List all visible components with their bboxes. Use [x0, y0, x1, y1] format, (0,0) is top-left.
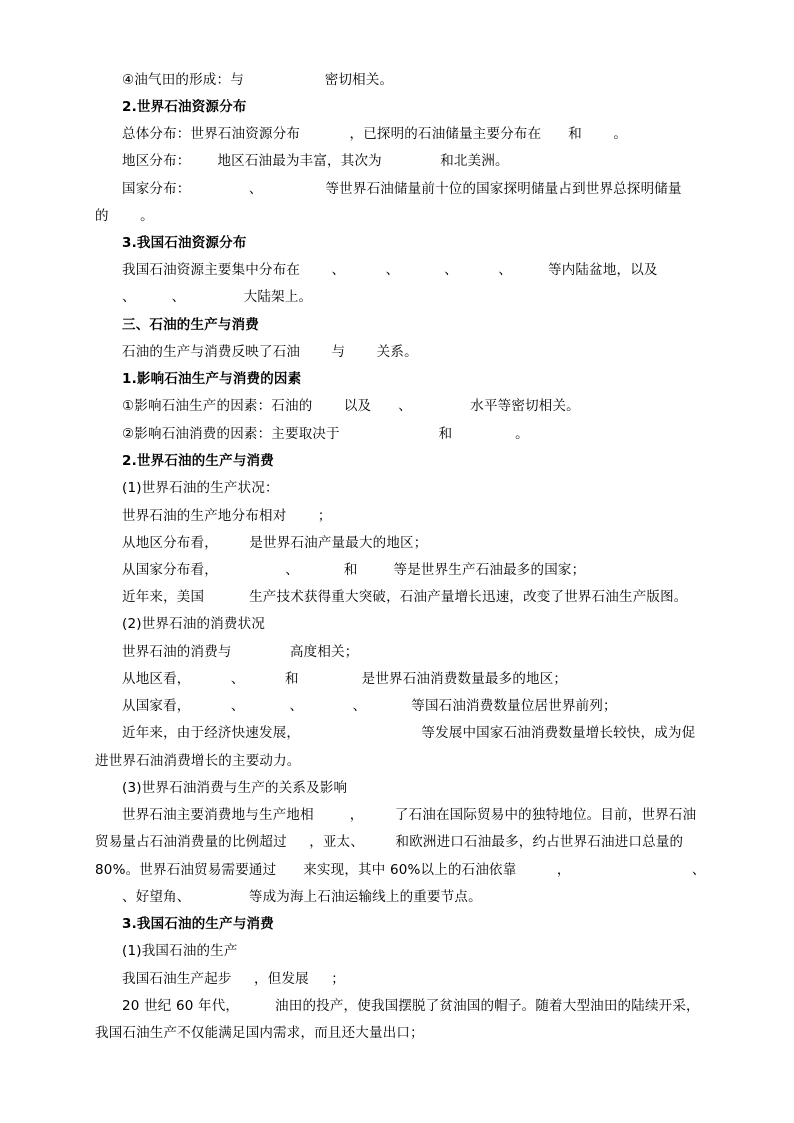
text-line: (2)世界石油的消费状况: [122, 616, 266, 632]
text-line: 总体分布：世界石油资源分布 ，已探明的石油储量主要分布在 和 。: [122, 126, 628, 142]
text-line: 从国家看， 、 、 、 等国石油消费数量位居世界前列；: [122, 698, 617, 714]
text-line: 进世界石油消费增长的主要动力。: [95, 753, 301, 769]
section-heading: 2.世界石油资源分布: [122, 99, 247, 115]
text-line: (1)我国石油的生产: [122, 943, 238, 959]
text-line: 、 、 大陆架上。: [122, 289, 313, 305]
text-line: ①影响石油生产的因素：石油的 以及 、 水平等密切相关。: [122, 398, 580, 414]
section-heading: 1.影响石油生产与消费的因素: [122, 371, 302, 387]
text-line: 我国石油生产不仅能满足国内需求，而且还大量出口；: [95, 1025, 424, 1041]
text-line: 的 。: [95, 208, 154, 224]
text-line: 从地区分布看， 是世界石油产量最大的地区；: [122, 535, 428, 551]
text-line: 贸易量占石油消费量的比例超过 ，亚太、 和欧洲进口石油最多，约占世界石油进口总量的: [95, 834, 684, 850]
text-line: 石油的生产与消费反映了石油 与 关系。: [122, 344, 418, 360]
text-line: 、好望角、 等成为海上石油运输线上的重要节点。: [122, 889, 482, 905]
section-heading: 3.我国石油的生产与消费: [122, 916, 274, 932]
section-heading: 三、石油的生产与消费: [122, 317, 259, 333]
text-line: 近年来，美国 生产技术获得重大突破，石油产量增长迅速，改变了世界石油生产版图。: [122, 589, 688, 605]
text-line: (1)世界石油的生产状况：: [122, 480, 279, 496]
text-line: 从地区看， 、 和 是世界石油消费数量最多的地区；: [122, 671, 568, 687]
text-line: ④油气田的形成：与 密切相关。: [122, 72, 394, 88]
text-line: 我国石油生产起步 ，但发展 ；: [122, 971, 346, 987]
text-line: 80%。世界石油贸易需要通过 来实现，其中 60%以上的石油依靠 ， 、: [95, 862, 706, 878]
text-line: 近年来，由于经济快速发展， 等发展中国家石油消费数量增长较快，成为促: [122, 725, 696, 741]
text-line: 地区分布： 地区石油最为丰富，其次为 和北美洲。: [122, 153, 509, 169]
text-line: 国家分布： 、 等世界石油储量前十位的国家探明储量占到世界总探明储量: [122, 181, 682, 197]
text-line: 世界石油主要消费地与生产地相 ， 了石油在国际贸易中的独特地位。目前，世界石油: [122, 807, 697, 823]
text-line: 世界石油的生产地分布相对 ；: [122, 508, 332, 524]
text-line: 我国石油资源主要集中分布在 、 、 、 、 等内陆盆地，以及: [122, 262, 658, 278]
text-line: ②影响石油消费的因素：主要取决于 和 。: [122, 426, 529, 442]
text-line: 从国家分布看， 、 和 等是世界生产石油最多的国家；: [122, 562, 586, 578]
section-heading: 2.世界石油的生产与消费: [122, 453, 274, 469]
text-line: 世界石油的消费与 高度相关；: [122, 644, 359, 660]
section-heading: 3.我国石油资源分布: [122, 235, 247, 251]
text-line: (3)世界石油消费与生产的关系及影响: [122, 780, 348, 796]
text-line: 20 世纪 60 年代， 油田的投产，使我国摆脱了贫油国的帽子。随着大型油田的陆续开采，: [122, 998, 700, 1014]
